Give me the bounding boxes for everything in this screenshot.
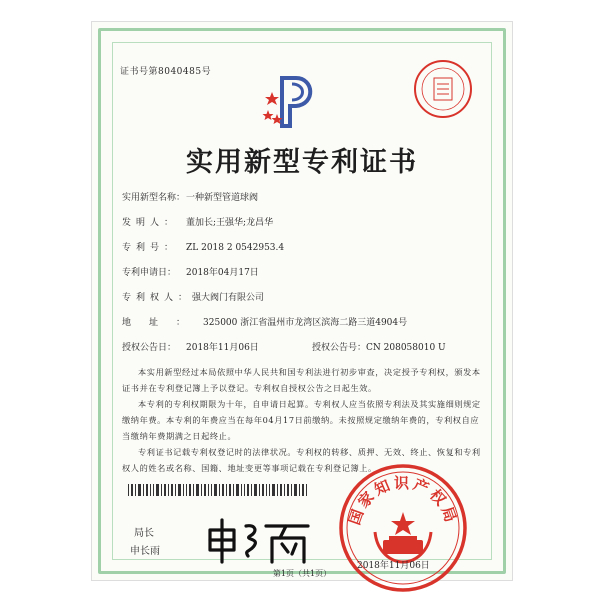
certificate-sheet — [92, 22, 512, 580]
filing-date-value: 2018年04月17日 — [186, 268, 259, 278]
patent-number-row — [122, 240, 284, 253]
signature-icon — [204, 516, 314, 566]
inventor-value: 董加长;王强华;龙昌华 — [186, 218, 274, 228]
grant-date-label: 授权公告日： — [122, 343, 177, 353]
utility-model-name-value: 一种新型管道球阀 — [186, 193, 259, 203]
grant-number-label: 授权公告号： — [312, 343, 367, 353]
patentee-value: 强大阀门有限公司 — [192, 293, 265, 303]
seal-date: 2018年11月06日 — [357, 561, 430, 571]
patentee-row — [122, 290, 264, 303]
grant-number-row — [312, 340, 446, 353]
inventor-label: 发明人： — [122, 218, 179, 228]
grant-date-value: 2018年11月06日 — [186, 343, 259, 353]
utility-model-name-row — [122, 190, 258, 203]
patent-number-value: ZL 2018 2 0542953.4 — [186, 243, 285, 253]
patentee-label: 专利权人： — [122, 293, 193, 303]
paragraph-1: 本实用新型经过本局依照中华人民共和国专利法进行初步审查，决定授予专利权，颁发本证书并在专利登记簿上予以登记。专利权自授权公告之日起生效。 — [122, 367, 481, 393]
patent-office-logo-icon — [262, 70, 324, 130]
paragraph-2: 本专利的专利权期限为十年，自申请日起算。专利权人应当依照专利法及其实施细则规定缴纳年费。本专利的年费应当在每年04月17日前缴纳。未按照规定缴纳年费的，专利权自应当缴纳年费期满之日起终止。 — [122, 399, 481, 441]
paragraph-3: 专利证书记载专利权登记时的法律状况。专利权的转移、质押、无效、终止、恢复和专利权人的姓名或名称、国籍、地址变更等事项记载在专利登记簿上。 — [122, 447, 481, 473]
inventor-row — [122, 215, 273, 228]
grant-number-value: CN 208058010 U — [366, 343, 446, 353]
grant-date-row — [122, 340, 259, 353]
filing-date-row — [122, 265, 259, 278]
seal-arc-text: 国家知识产权局 — [345, 474, 461, 528]
official-seal-small-icon — [412, 58, 474, 120]
filing-date-label: 专利申请日： — [122, 268, 177, 278]
utility-model-name-label: 实用新型名称： — [122, 193, 186, 203]
document-title: 实用新型专利证书 — [186, 147, 418, 178]
certificate-number: 证书号第8040485号 — [120, 67, 212, 77]
director-title: 局长 — [134, 528, 154, 539]
address-label: 地址： — [122, 318, 204, 328]
barcode-icon — [128, 484, 308, 496]
address-value: 325000 浙江省温州市龙湾区滨海二路三道4904号 — [203, 318, 408, 328]
page-number: 第1页（共1页） — [272, 569, 332, 578]
address-row — [122, 315, 407, 328]
director-name: 申长雨 — [130, 546, 160, 557]
patent-number-label: 专利号： — [122, 243, 179, 253]
